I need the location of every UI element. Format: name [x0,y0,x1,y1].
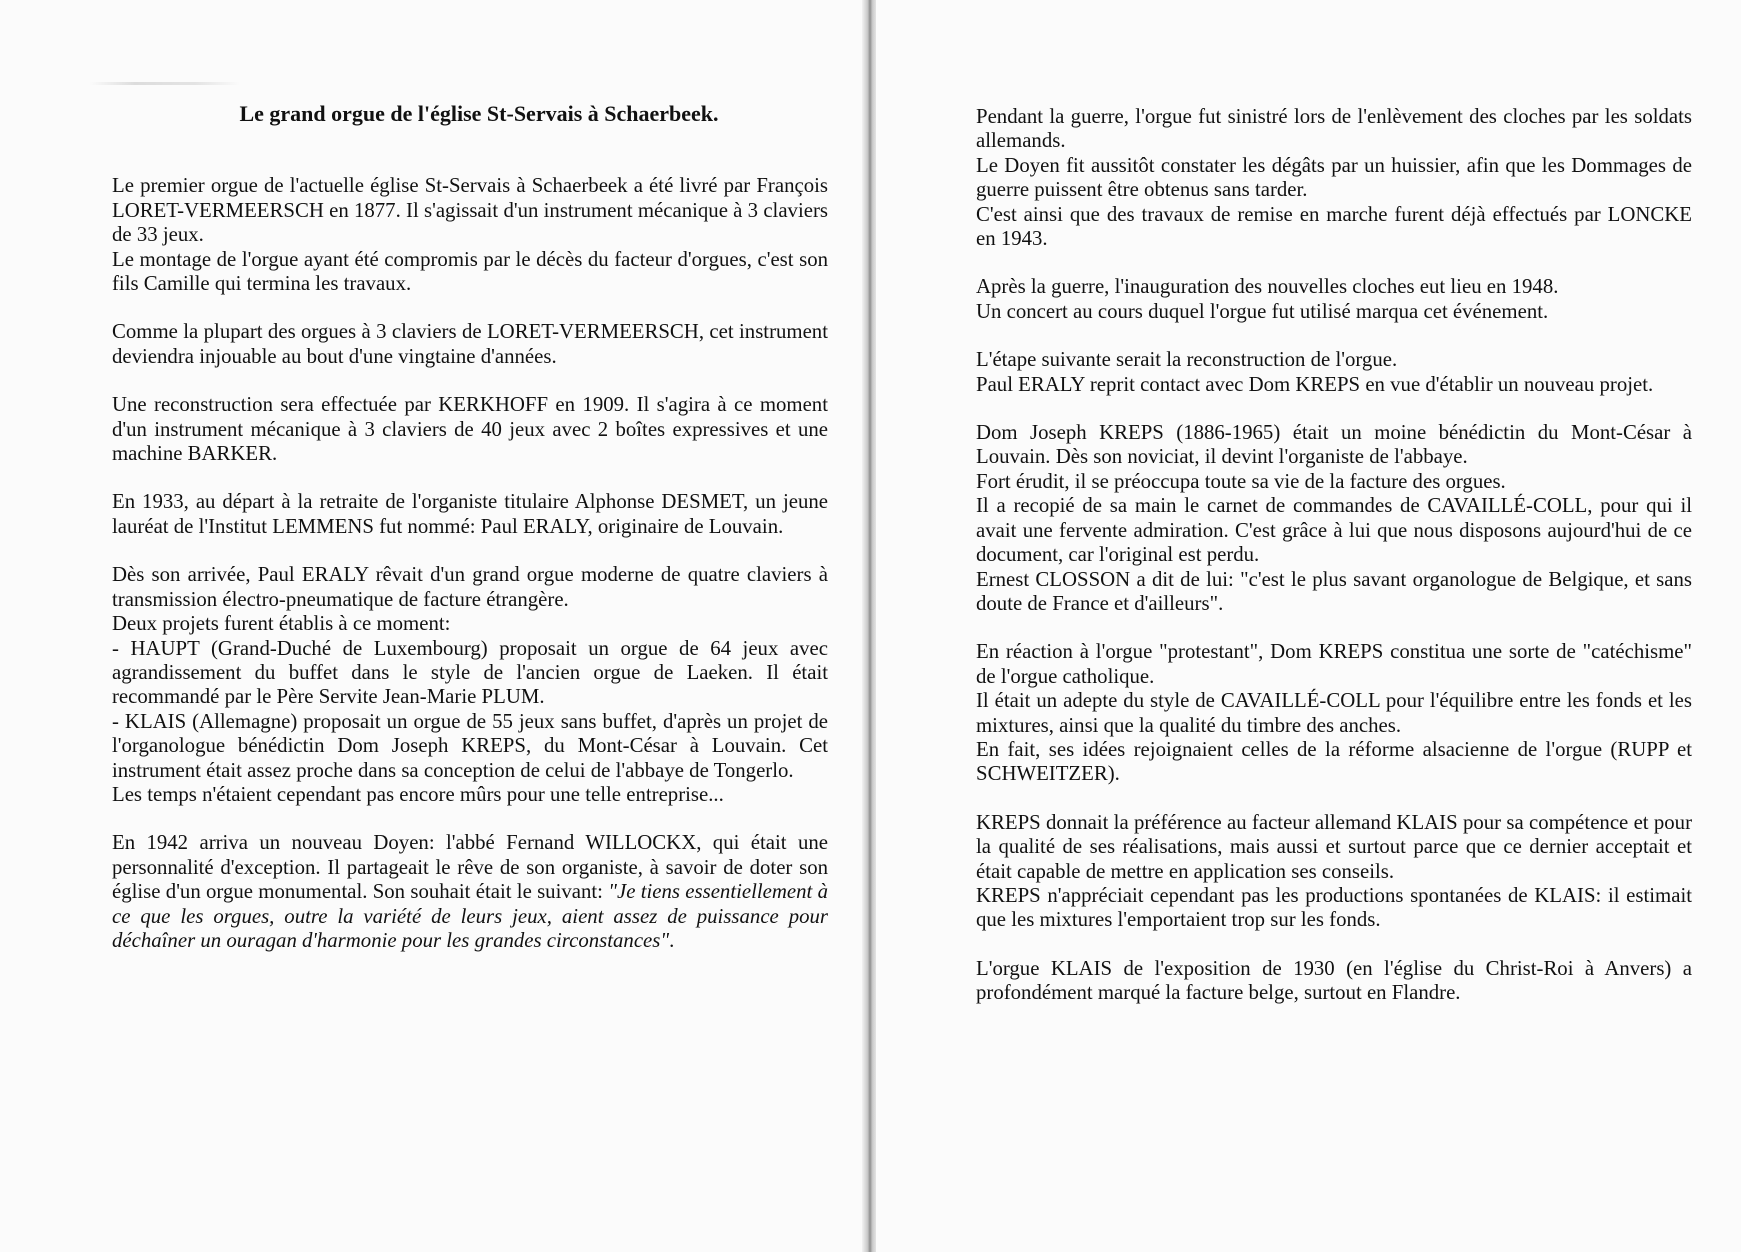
text-line: Deux projets furent établis à ce moment: [112,612,451,636]
text-line: Fort érudit, il se préoccupa toute sa vie de la facture des orgues. [976,469,1506,493]
text-line: Le premier orgue de l'actuelle église St-Servais à Schaerbeek a été livré par François LORET-VERMEERSCH en 1877. Il s'agissait d'un instrument mécanique à 3 claviers de 33 jeux. [112,174,828,247]
text-line: C'est ainsi que des travaux de remise en marche furent déjà effectués par LONCKE en 1943. [976,202,1692,251]
text-line: Pendant la guerre, l'orgue fut sinistré lors de l'enlèvement des cloches par les soldats allemands. [976,105,1692,153]
left-text-column [112,102,828,977]
text-line: Ernest CLOSSON a dit de lui: "c'est le plus savant organologue de Belgique, et sans doute de France et d'ailleurs". [976,567,1692,615]
text-line: - KLAIS (Allemagne) proposait un orgue de 55 jeux sans buffet, d'après un projet de l'organologue bénédictin Dom Joseph KREPS, du Mont-César à Louvain. Cet instrument était assez proche dans sa conception de celui de l'abbaye de Tongerlo. [112,709,828,782]
dean-quote: "Je tiens essentiellement à ce que les orgues, outre la variété de leurs jeux, aient assez de puissance pour déchaîner un ouragan d'harmonie pour les grandes circonstances" [112,880,828,952]
paragraph-catechism [976,640,1692,786]
paragraph-war-damage [976,105,1692,251]
text-line: Les temps n'étaient cependant pas encore mûrs pour une telle entreprise... [112,782,724,806]
text-line: Le montage de l'orgue ayant été compromis par le décès du facteur d'orgues, c'est son fils Camille qui termina les travaux. [112,247,828,296]
text-line: En réaction à l'orgue "protestant", Dom KREPS constitua une sorte de "catéchisme" de l'orgue catholique. [976,640,1692,688]
text-line: En fait, ses idées rejoignaient celles de la réforme alsacienne de l'orgue (RUPP et SCHWEITZER). [976,737,1692,786]
paragraph-dom-kreps [976,421,1692,616]
text-line: Dom Joseph KREPS (1886-1965) était un moine bénédictin du Mont-César à Louvain. Dès son noviciat, il devint l'organiste de l'abbaye. [976,421,1692,469]
text-tail: . [669,928,675,952]
paragraph-klais-1930 [976,957,1692,1006]
text-line: Dès son arrivée, Paul ERALY rêvait d'un grand orgue moderne de quatre claviers à transmission électro-pneumatique de facture étrangère. [112,563,828,611]
paragraph-eraly-appointment [112,490,828,539]
paragraph-willockx [112,831,828,953]
paragraph-next-step [976,348,1692,397]
right-text-column [976,105,1692,1030]
text-line: L'orgue KLAIS de l'exposition de 1930 (en l'église du Christ-Roi à Anvers) a profondément marqué la facture belge, surtout en Flandre. [976,956,1692,1005]
scan-artifact [90,82,240,85]
text-line: Une reconstruction sera effectuée par KERKHOFF en 1909. Il s'agira à ce moment d'un instrument mécanique à 3 claviers de 40 jeux avec 2 boîtes expressives et une machine BARKER. [112,393,828,466]
text-line: Un concert au cours duquel l'orgue fut utilisé marqua cet événement. [976,299,1549,323]
text-line: Après la guerre, l'inauguration des nouvelles cloches eut lieu en 1948. [976,275,1559,299]
text-line: Il a recopié de sa main le carnet de commandes de CAVAILLÉ-COLL, pour qui il avait une fervente admiration. C'est grâce à lui que nous disposons aujourd'hui de ce document, car l'original est perdu. [976,494,1692,567]
paragraph-loret-vermeersch [112,320,828,369]
paragraph-klais-preference [976,811,1692,933]
paragraph-bells-1948 [976,275,1692,324]
text-line: Paul ERALY reprit contact avec Dom KREPS en vue d'établir un nouveau projet. [976,372,1654,396]
text-line: KREPS donnait la préférence au facteur allemand KLAIS pour sa compétence et pour la qualité de ses réalisations, mais aussi et surtout parce que ce dernier acceptait et était capable de mettre en application ses conseils. [976,810,1692,883]
text-line: - HAUPT (Grand-Duché de Luxembourg) proposait un orgue de 64 jeux avec agrandissement du buffet dans le style de l'ancien orgue de Laeken. Il était recommandé par le Père Servite Jean-Marie PLUM. [112,636,828,709]
text-line: Le Doyen fit aussitôt constater les dégâts par un huissier, afin que les Dommages de guerre puissent être obtenus sans tarder. [976,153,1692,202]
text-line: En 1933, au départ à la retraite de l'organiste titulaire Alphonse DESMET, un jeune lauréat de l'Institut LEMMENS fut nommé: Paul ERALY, originaire de Louvain. [112,490,828,538]
text-lead: En 1942 arriva un nouveau Doyen: l'abbé Fernand WILLOCKX, qui était une personnalité d'exception. Il partageait le rêve de son organiste, à savoir de doter son église d'un orgue monumental. Son souhait était le suivant: [112,831,828,904]
left-page [0,0,868,1252]
paragraph-projects [112,563,828,807]
paragraph-kerkhoff [112,393,828,466]
text-line: Il était un adepte du style de CAVAILLÉ-COLL pour l'équilibre entre les fonds et les mixtures, ainsi que la qualité du timbre des anches. [976,689,1692,737]
text-line: Comme la plupart des orgues à 3 claviers de LORET-VERMEERSCH, cet instrument deviendra injouable au bout d'une vingtaine d'années. [112,320,828,368]
right-page [876,0,1741,1252]
text-line: L'étape suivante serait la reconstruction de l'orgue. [976,348,1398,372]
paragraph-first-organ [112,174,828,296]
page-title: Le grand orgue de l'église St-Servais à Schaerbeek. [239,101,719,126]
text-line: KREPS n'appréciait cependant pas les productions spontanées de KLAIS: il estimait que les mixtures l'emportaient trop sur les fonds. [976,883,1692,932]
